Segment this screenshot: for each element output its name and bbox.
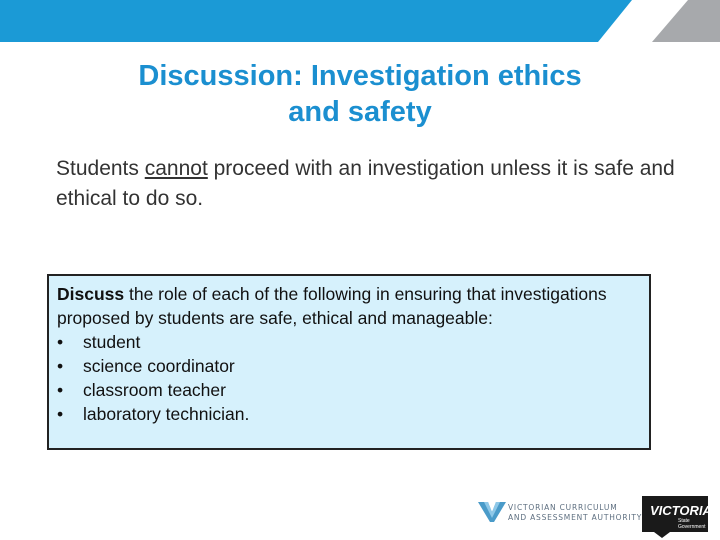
victoria-wordmark: VICTORIA (650, 503, 712, 518)
header-band-blue (0, 0, 632, 42)
list-item-label: student (83, 332, 141, 352)
intro-text-after: proceed with an investigation unless it is safe and ethical to do so. (56, 157, 675, 210)
discussion-lead (57, 282, 641, 330)
list-item (57, 330, 641, 354)
list-item-label: laboratory technician. (83, 404, 250, 424)
slide-title-line-1: Discussion: Investigation ethics (138, 60, 582, 92)
discussion-list (57, 330, 641, 426)
header-band (0, 0, 720, 42)
vcaa-logo (478, 496, 643, 530)
bullet-icon: • (57, 404, 64, 424)
vcaa-logo-text: VICTORIAN CURRICULUM AND ASSESSMENT AUTHORITY (508, 503, 643, 522)
slide-title (60, 58, 660, 130)
discussion-box (47, 274, 651, 450)
header-band-grey (652, 0, 720, 42)
list-item (57, 402, 641, 426)
intro-emphasis: cannot (144, 157, 208, 180)
discussion-lead-rest: the role of each of the following in ensuring that investigations proposed by students are safe, ethical and manageable: (57, 284, 607, 328)
list-item (57, 378, 641, 402)
intro-text-before: Students (56, 157, 145, 180)
list-item-label: science coordinator (83, 356, 235, 376)
intro-paragraph (56, 154, 676, 214)
victoria-subtitle: State Government (678, 518, 706, 530)
vcaa-logo-icon (478, 500, 506, 524)
discussion-lead-bold: Discuss (57, 284, 125, 304)
list-item (57, 354, 641, 378)
list-item-label: classroom teacher (83, 380, 226, 400)
bullet-icon: • (57, 356, 64, 376)
victoria-government-logo (640, 494, 710, 538)
bullet-icon: • (57, 380, 64, 400)
slide-title-line-2: and safety (288, 96, 432, 128)
bullet-icon: • (57, 332, 64, 352)
